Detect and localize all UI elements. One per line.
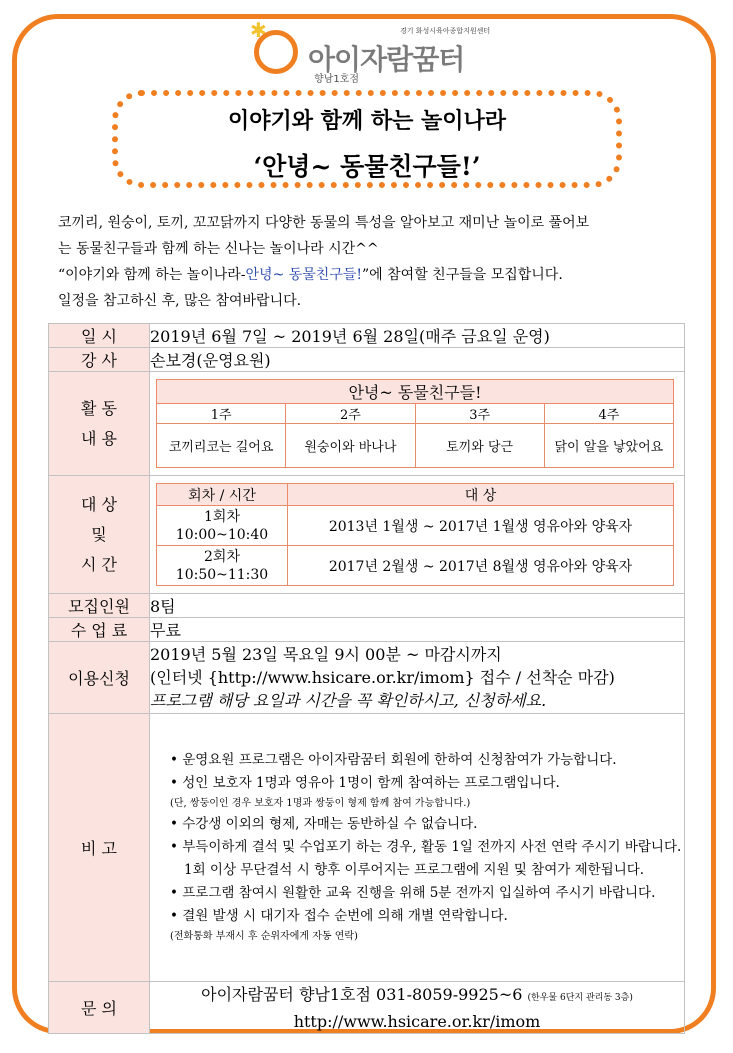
session-2-round: 2회차 — [204, 548, 240, 565]
week-3: 3주 — [415, 404, 544, 424]
week-2: 2주 — [286, 404, 415, 424]
week-3-content: 토끼와 당근 — [415, 424, 544, 468]
intro-line3-a: “이야기와 함께 하는 놀이나라- — [58, 267, 246, 283]
session-table — [156, 483, 674, 586]
notes-cell — [150, 714, 685, 982]
apply-label: 이용신청 — [49, 642, 150, 714]
instructor-label: 강 사 — [49, 348, 150, 372]
week-2-content: 원숭이와 바나나 — [286, 424, 415, 468]
session-1-time — [157, 506, 288, 546]
session-1-target: 2013년 1월생 ~ 2017년 1월생 영유아와 양육자 — [288, 506, 674, 546]
note-4: • 부득이하게 결석 및 수업포기 하는 경우, 활동 1일 전까지 사전 연락 주시기 바랍니다. 1회 이상 무단결석 시 향후 이루어지는 프로그램에 지원 및 참여가 제한됩니다. — [170, 839, 682, 878]
apply-line2: (인터넷 {http://www.hsicare.or.kr/imom} 접수 / 선착순 마감) — [150, 668, 615, 687]
activity-label — [49, 372, 150, 476]
contact-label: 문 의 — [49, 982, 150, 1034]
title-box — [112, 90, 622, 188]
activity-header: 안녕~ 동물친구들! — [157, 380, 674, 404]
activity-label-2: 내 용 — [81, 428, 117, 448]
week-4-content: 닭이 알을 낳았어요 — [544, 424, 673, 468]
star-icon: ✱ — [250, 18, 267, 42]
target-label-2: 및 — [91, 524, 107, 544]
logo-branch: 향남1호점 — [314, 74, 360, 85]
target-cell — [150, 476, 685, 594]
target-label — [49, 476, 150, 594]
intro-line4: 일정을 참고하신 후, 많은 참여바랍니다. — [58, 293, 302, 309]
intro-line3-c: ”에 참여할 친구들을 모집합니다. — [362, 267, 563, 283]
logo — [250, 20, 490, 86]
recruit-label: 모집인원 — [49, 594, 150, 618]
session-2-time — [157, 546, 288, 586]
logo-name: 아이자람꿈터 — [308, 43, 465, 76]
note-2: • 성인 보호자 1명과 영유아 1명이 함께 참여하는 프로그램입니다. — [170, 775, 560, 791]
session-2-time-text: 10:50~11:30 — [175, 566, 269, 583]
apply-line1: 2019년 5월 23일 목요일 9시 00분 ~ 마감시까지 — [150, 645, 502, 664]
date-label: 일 시 — [49, 324, 150, 348]
note-3: • 수강생 이외의 형제, 자매는 동반하실 수 없습니다. — [170, 816, 478, 832]
note-6: • 결원 발생 시 대기자 접수 순번에 의해 개별 연락합니다. — [170, 908, 508, 924]
week-1: 1주 — [157, 404, 286, 424]
face-logo-icon — [254, 30, 298, 74]
activity-cell — [150, 372, 685, 476]
notes-label: 비 고 — [49, 714, 150, 982]
logo-org: 경기 화성시육아종합지원센터 — [400, 27, 491, 35]
session-col-2: 대 상 — [288, 484, 674, 506]
intro-line3 — [58, 262, 698, 288]
week-1-content: 코끼리코는 길어요 — [157, 424, 286, 468]
recruit-value: 8팀 — [150, 594, 685, 618]
intro-line2: 는 동물친구들과 함께 하는 신나는 놀이나라 시간^^ — [58, 241, 379, 257]
session-1-round: 1회차 — [204, 508, 240, 525]
title-line2: ‘안녕~ 동물친구들!’ — [253, 152, 481, 181]
note-5: • 프로그램 참여시 원활한 교육 진행을 위해 5분 전까지 입실하여 주시기 바랍니다. — [170, 885, 656, 901]
info-table — [48, 323, 685, 1034]
intro-line1: 코끼리, 원숭이, 토끼, 꼬꼬닭까지 다양한 동물의 특성을 알아보고 재미난 놀이로 풀어보 — [58, 215, 590, 231]
apply-line3: 프로그램 해당 요일과 시간을 꼭 확인하시고, 신청하세요. — [150, 691, 547, 710]
session-col-1: 회차 / 시간 — [157, 484, 288, 506]
intro-text — [58, 210, 698, 314]
week-4: 4주 — [544, 404, 673, 424]
session-1-time-text: 10:00~10:40 — [175, 526, 269, 543]
fee-label: 수 업 료 — [49, 618, 150, 642]
contact-line1 — [150, 983, 684, 1010]
intro-line3-program: 안녕~ 동물친구들! — [245, 267, 363, 283]
note-1: • 운영요원 프로그램은 아이자람꿈터 회원에 한하여 신청참여가 가능합니다. — [170, 752, 617, 768]
contact-address: (한우물 6단지 관리동 3층) — [527, 992, 633, 1003]
apply-cell — [150, 642, 685, 714]
fee-value: 무료 — [150, 618, 685, 642]
activity-table — [156, 379, 674, 468]
contact-url: http://www.hsicare.or.kr/imom — [293, 1011, 541, 1031]
session-2-target: 2017년 2월생 ~ 2017년 8월생 영유아와 양육자 — [288, 546, 674, 586]
note-6-sub: (전화통화 부재시 후 순위자에게 자동 연락) — [170, 931, 358, 942]
contact-phone: 아이자람꿈터 향남1호점 031-8059-9925~6 — [201, 984, 523, 1004]
note-2-sub: (단, 쌍둥이인 경우 보호자 1명과 쌍둥이 형제 함께 참여 가능합니다.) — [170, 798, 471, 809]
title-line1: 이야기와 함께 하는 놀이나라 — [227, 108, 506, 134]
target-label-1: 대 상 — [81, 494, 117, 514]
instructor-value: 손보경(운영요원) — [150, 348, 685, 372]
notes-list — [150, 749, 684, 946]
date-value: 2019년 6월 7일 ~ 2019년 6월 28일(매주 금요일 운영) — [150, 324, 685, 348]
target-label-3: 시 간 — [81, 554, 117, 574]
activity-label-1: 활 동 — [81, 398, 117, 418]
contact-cell — [150, 982, 685, 1034]
